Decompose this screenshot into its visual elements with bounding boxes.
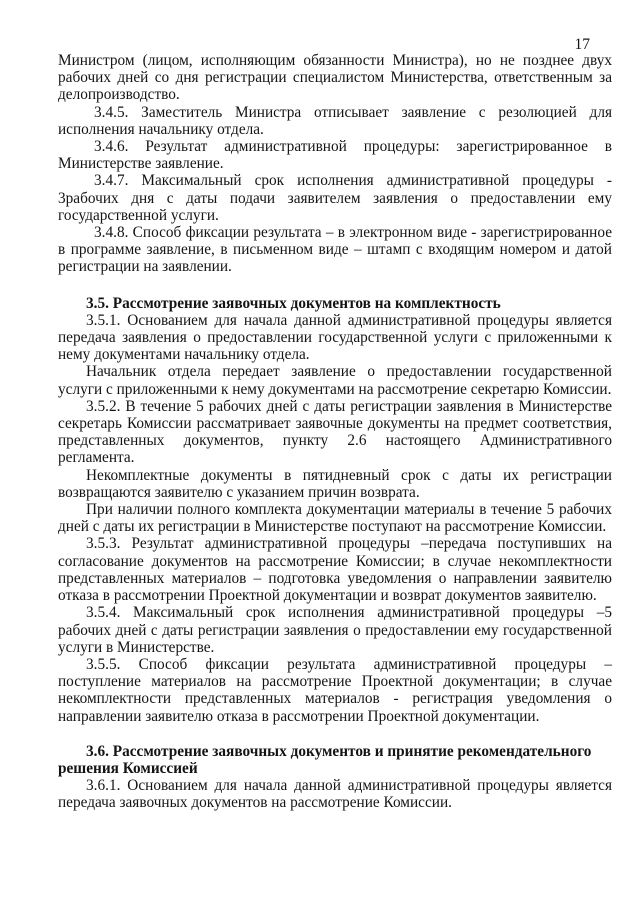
paragraph-3-5-1: 3.5.1. Основанием для начала данной административной процедуры является передача заявления о предоставлении государственной услуги с приложенными к нему документами начальнику отдела.: [58, 311, 612, 364]
paragraph-3-4-6: 3.4.6. Результат административной процедуры: зарегистрированное в Министерстве заявление.: [58, 138, 612, 173]
paragraph-3-5-1-cont: Начальник отдела передает заявление о предоставлении государственной услуги с приложенными к нему документами на рассмотрение секретарю Комиссии.: [58, 363, 612, 398]
paragraph-3-4-8: 3.4.8. Способ фиксации результата – в электронном виде - зарегистрированное в программе заявление, в письменном виде – штамп с входящим номером и датой регистрации на заявлении.: [58, 224, 612, 276]
paragraph-3-5-2-cont-b: При наличии полного комплекта документации материалы в течение 5 рабочих дней с даты их регистрации в Министерстве поступают на рассмотрение Комиссии.: [58, 501, 612, 536]
paragraph-3-5-3: 3.5.3. Результат административной процедуры –передача поступивших на согласование документов на рассмотрение Комиссии; в случае некомплектности представленных материалов – подготовка уведомления о направлении заявителю отказа в рассмотрении Проектной документации и возврат документов заявителю.: [58, 535, 612, 605]
paragraph-3-4-7: 3.4.7. Максимальный срок исполнения административной процедуры - 3рабочих дня с даты подачи заявителем заявления о предоставлении ему государственной услуги.: [58, 172, 612, 224]
paragraph-continuation: Министром (лицом, исполняющим обязанности Министра), но не позднее двух рабочих дней со дня регистрации специалистом Министерства, ответственным за делопроизводство.: [58, 52, 612, 104]
paragraph-3-5-2: 3.5.2. В течение 5 рабочих дней с даты регистрации заявления в Министерстве секретарь Комиссии рассматривает заявочные документы на предмет соответствия, представленных документов, пункту 2.6 настоящего Административного регламента.: [58, 397, 612, 467]
document-body: [58, 52, 612, 812]
paragraph-3-5-4: 3.5.4. Максимальный срок исполнения административной процедуры –5 рабочих дней с даты регистрации заявления о предоставлении ему государственной услуги в Министерстве.: [58, 604, 612, 656]
section-heading-3-5: 3.5. Рассмотрение заявочных документов на комплектность: [86, 294, 501, 312]
paragraph-3-5-2-cont-a: Некомплектные документы в пятидневный срок с даты их регистрации возвращаются заявителю с указанием причин возврата.: [58, 466, 612, 501]
paragraph-3-4-5: 3.4.5. Заместитель Министра отписывает заявление с резолюцией для исполнения начальнику отдела.: [58, 103, 612, 138]
page-number: 17: [574, 36, 590, 53]
paragraph-3-5-5: 3.5.5. Способ фиксации результата административной процедуры – поступление материалов на рассмотрение Проектной документации; в случае некомплектности представленных материалов - регистрация уведомления о направлении заявителю отказа в рассмотрении Проектной документации.: [58, 655, 612, 725]
paragraph-3-6-1: 3.6.1. Основанием для начала данной административной процедуры является передача заявочных документов на рассмотрение Комиссии.: [58, 777, 612, 812]
section-heading-3-6: 3.6. Рассмотрение заявочных документов и принятие рекомендательного решения Комиссией: [58, 742, 592, 777]
section-spacer: [58, 725, 612, 743]
section-spacer: [58, 276, 612, 295]
